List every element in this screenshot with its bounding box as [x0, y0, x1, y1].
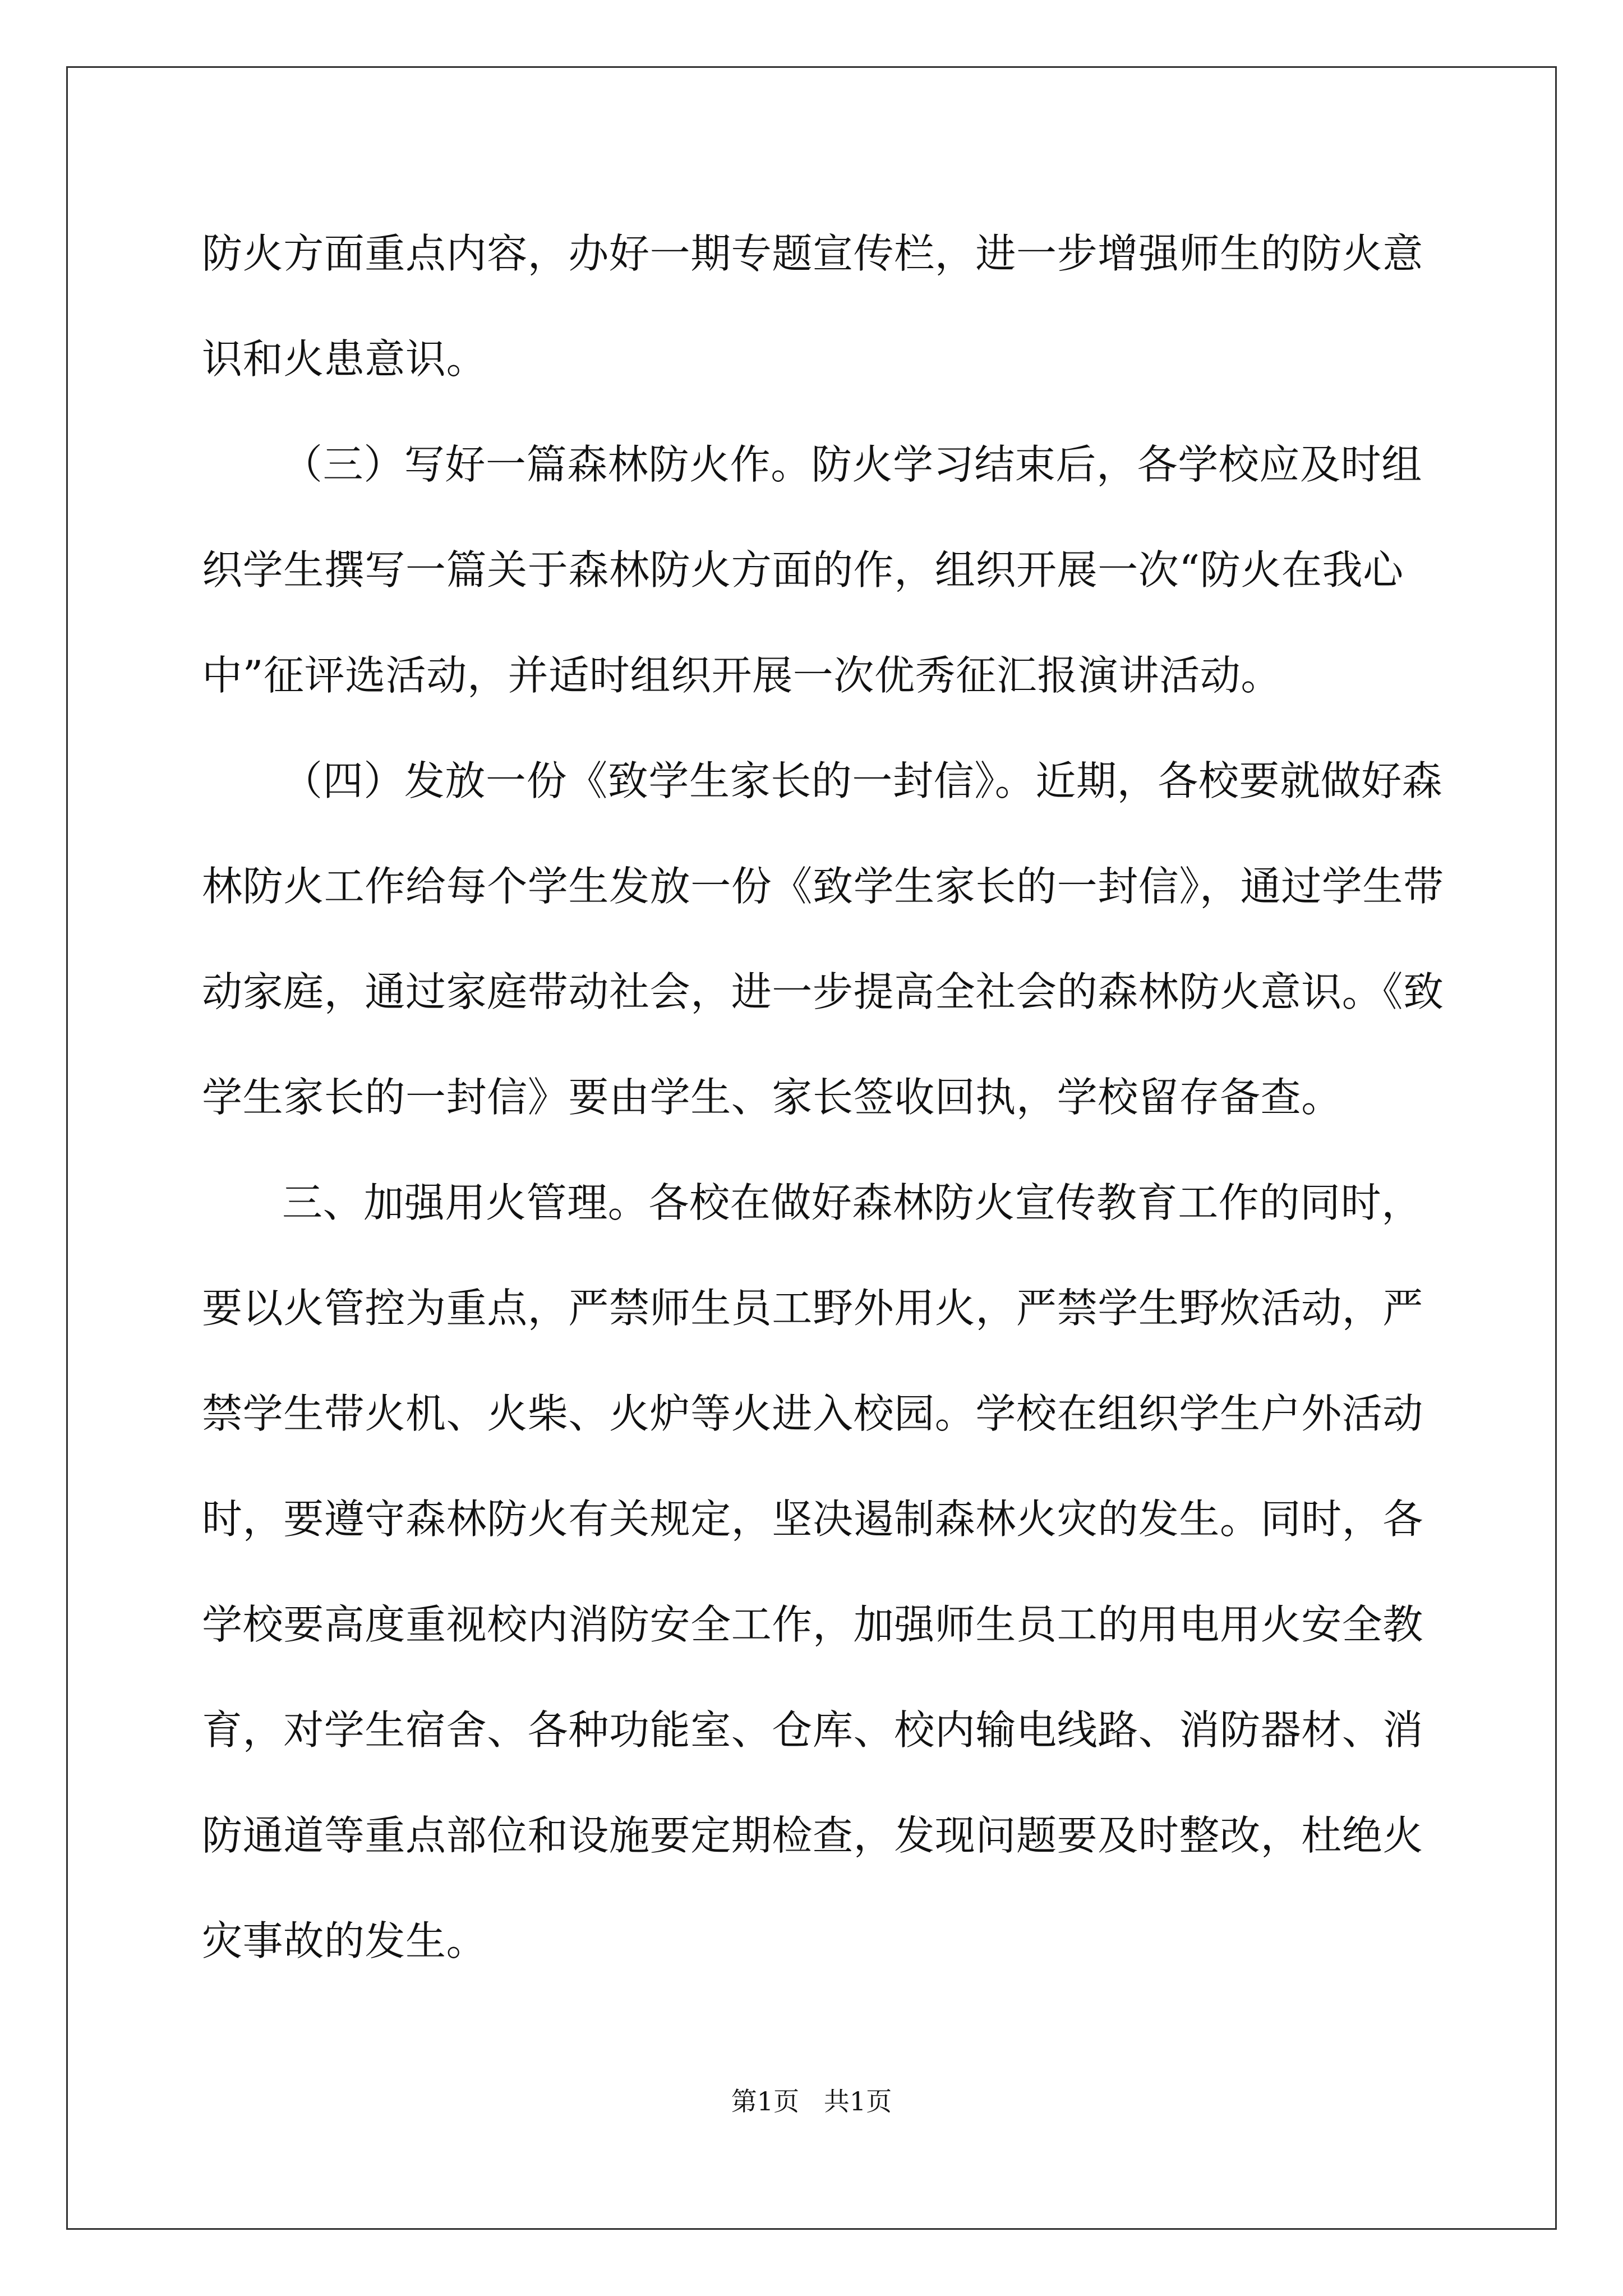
text-line: 织学生撰写一篇关于森林防火方面的作，组织开展一次“防火在我心 — [202, 546, 1404, 593]
text-line: 动家庭，通过家庭带动社会，进一步提高全社会的森林防火意识。《致 — [202, 968, 1444, 1015]
text-line: 林防火工作给每个学生发放一份《致学生家长的一封信》，通过学生带 — [202, 863, 1444, 910]
text-line: 防通道等重点部位和设施要定期检查，发现问题要及时整改，杜绝火 — [202, 1812, 1424, 1859]
text-line: 学校要高度重视校内消防安全工作，加强师生员工的用电用火安全教 — [202, 1601, 1424, 1648]
page-footer: 第1页 共1页 — [731, 2086, 892, 2116]
text-line: （三）写好一篇森林防火作。防火学习结束后，各学校应及时组 — [282, 441, 1422, 488]
text-line: 要以火管控为重点，严禁师生员工野外用火，严禁学生野炊活动，严 — [202, 1285, 1424, 1332]
text-line: 育，对学生宿舍、各种功能室、仓库、校内输电线路、消防器材、消 — [202, 1706, 1424, 1754]
text-line: 灾事故的发生。 — [202, 1917, 487, 1964]
text-line: 防火方面重点内容，办好一期专题宣传栏，进一步增强师生的防火意 — [202, 230, 1424, 277]
text-line: 中”征评选活动，并适时组织开展一次优秀征汇报演讲活动。 — [202, 652, 1282, 699]
text-line: 时，要遵守森林防火有关规定，坚决遏制森林火灾的发生。同时，各 — [202, 1496, 1424, 1543]
text-line: 禁学生带火机、火柴、火炉等火进入校园。学校在组织学生户外活动 — [202, 1390, 1424, 1437]
text-line: 三、加强用火管理。各校在做好森林防火宣传教育工作的同时， — [282, 1179, 1422, 1226]
text-line: 学生家长的一封信》要由学生、家长签收回执，学校留存备查。 — [202, 1074, 1342, 1121]
text-line: （四）发放一份《致学生家长的一封信》。近期，各校要就做好森 — [282, 757, 1443, 804]
text-line: 识和火患意识。 — [202, 335, 487, 383]
